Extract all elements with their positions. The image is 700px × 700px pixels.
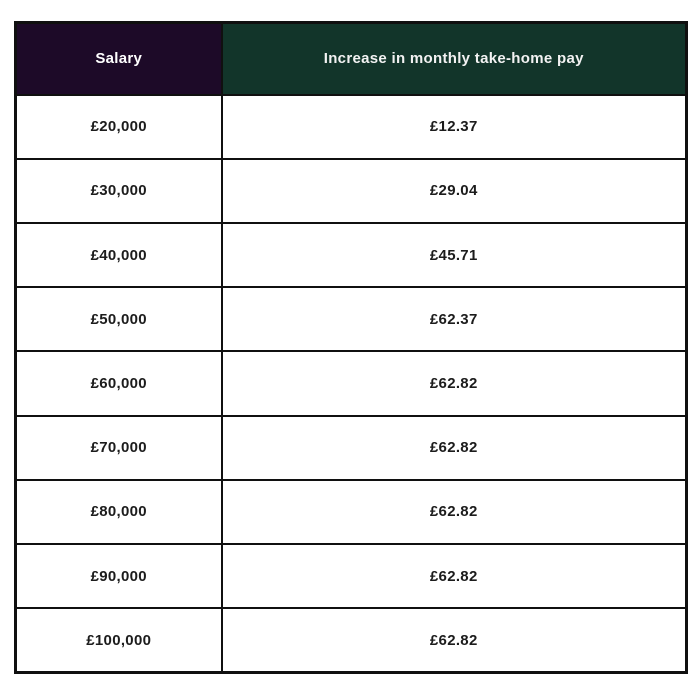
table-row bbox=[16, 608, 687, 672]
salary-cell: £70,000 bbox=[16, 416, 222, 480]
increase-cell: £29.04 bbox=[222, 159, 687, 223]
increase-cell: £62.37 bbox=[222, 287, 687, 351]
salary-increase-table bbox=[14, 21, 688, 674]
table-row bbox=[16, 351, 687, 415]
table-row bbox=[16, 159, 687, 223]
increase-cell: £45.71 bbox=[222, 223, 687, 287]
increase-cell: £62.82 bbox=[222, 608, 687, 672]
increase-cell: £12.37 bbox=[222, 95, 687, 159]
table-row bbox=[16, 544, 687, 608]
table-row bbox=[16, 480, 687, 544]
salary-cell: £80,000 bbox=[16, 480, 222, 544]
salary-cell: £40,000 bbox=[16, 223, 222, 287]
increase-cell: £62.82 bbox=[222, 351, 687, 415]
header-cell-salary: Salary bbox=[16, 23, 222, 95]
header-row bbox=[16, 23, 687, 95]
salary-cell: £20,000 bbox=[16, 95, 222, 159]
salary-cell: £100,000 bbox=[16, 608, 222, 672]
table-row bbox=[16, 223, 687, 287]
table-row bbox=[16, 287, 687, 351]
salary-cell: £60,000 bbox=[16, 351, 222, 415]
salary-cell: £90,000 bbox=[16, 544, 222, 608]
increase-cell: £62.82 bbox=[222, 416, 687, 480]
increase-cell: £62.82 bbox=[222, 544, 687, 608]
salary-cell: £50,000 bbox=[16, 287, 222, 351]
table-body bbox=[16, 95, 687, 673]
header-cell-increase: Increase in monthly take-home pay bbox=[222, 23, 687, 95]
increase-cell: £62.82 bbox=[222, 480, 687, 544]
table-row bbox=[16, 416, 687, 480]
table-header bbox=[16, 23, 687, 95]
salary-cell: £30,000 bbox=[16, 159, 222, 223]
table-row bbox=[16, 95, 687, 159]
